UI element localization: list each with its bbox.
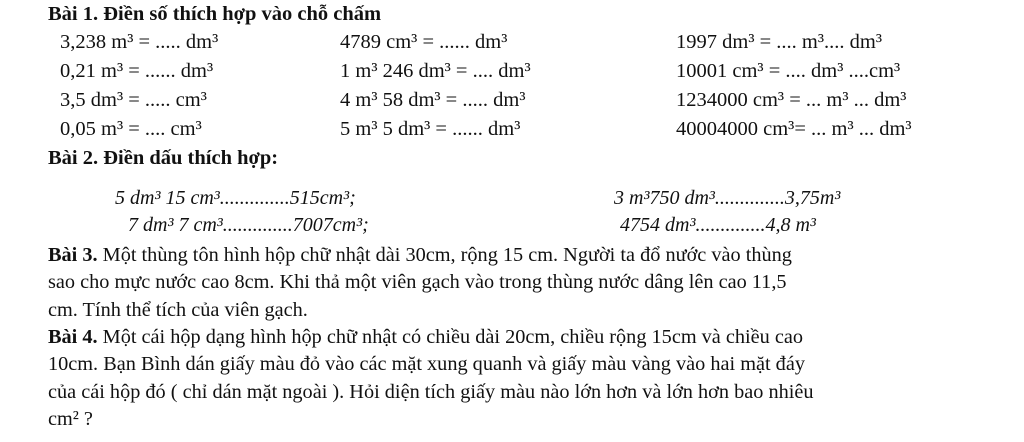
bai3-label: Bài 3.: [48, 244, 98, 266]
bai4-label: Bài 4.: [48, 326, 98, 348]
bai3-line-3: cm. Tính thể tích của viên gạch.: [48, 298, 308, 321]
bai1-title: Bài 1. Điền số thích hợp vào chỗ chấm: [48, 3, 382, 25]
bai1-r1-c2: 4789 cm³ = ...... dm³: [340, 31, 508, 53]
bai1-r2-c3: 10001 cm³ = .... dm³ ....cm³: [676, 60, 901, 82]
bai1-r1-c3: 1997 dm³ = .... m³.... dm³: [676, 31, 882, 53]
bai1-r2-c1: 0,21 m³ = ...... dm³: [60, 60, 214, 82]
bai1-r3-c2: 4 m³ 58 dm³ = ..... dm³: [340, 89, 526, 111]
bai4-line-2: 10cm. Bạn Bình dán giấy màu đỏ vào các mặt xung quanh và giấy màu vàng vào hai mặt đáy: [48, 353, 805, 376]
bai4-paragraph: [48, 324, 998, 434]
bai2-title: Bài 2. Điền dấu thích hợp:: [48, 147, 279, 169]
bai3-line-1: Một thùng tôn hình hộp chữ nhật dài 30cm, rộng 15 cm. Người ta đổ nước vào thùng: [97, 244, 792, 266]
bai2-r2-right: 4754 dm³..............4,8 m³: [620, 214, 816, 236]
bai2-r1-right: 3 m³750 dm³..............3,75m³: [614, 187, 841, 209]
bai1-r2-c2: 1 m³ 246 dm³ = .... dm³: [340, 60, 531, 82]
bai4-line-3: của cái hộp đó ( chỉ dán mặt ngoài ). Hỏi diện tích giấy màu nào lớn hơn và lớn hơn bao nhiêu: [48, 380, 814, 403]
bai3-line-2: sao cho mực nước cao 8cm. Khi thả một viên gạch vào trong thùng nước dâng lên cao 11,5: [48, 271, 787, 294]
bai2-r1-left: 5 dm³ 15 cm³..............515cm³;: [115, 187, 356, 209]
bai4-line-1: Một cái hộp dạng hình hộp chữ nhật có chiều dài 20cm, chiều rộng 15cm và chiều cao: [97, 326, 804, 348]
bai1-r1-c1: 3,238 m³ = ..... dm³: [60, 31, 219, 53]
bai4-line-4: cm² ?: [48, 408, 93, 431]
bai2-r2-left: 7 dm³ 7 cm³..............7007cm³;: [128, 214, 369, 236]
bai1-r4-c2: 5 m³ 5 dm³ = ...... dm³: [340, 118, 521, 140]
bai3-paragraph: [48, 242, 998, 324]
bai1-r4-c3: 40004000 cm³= ... m³ ... dm³: [676, 118, 912, 140]
bai1-r4-c1: 0,05 m³ = .... cm³: [60, 118, 202, 140]
bai1-r3-c3: 1234000 cm³ = ... m³ ... dm³: [676, 89, 907, 111]
bai1-r3-c1: 3,5 dm³ = ..... cm³: [60, 89, 207, 111]
